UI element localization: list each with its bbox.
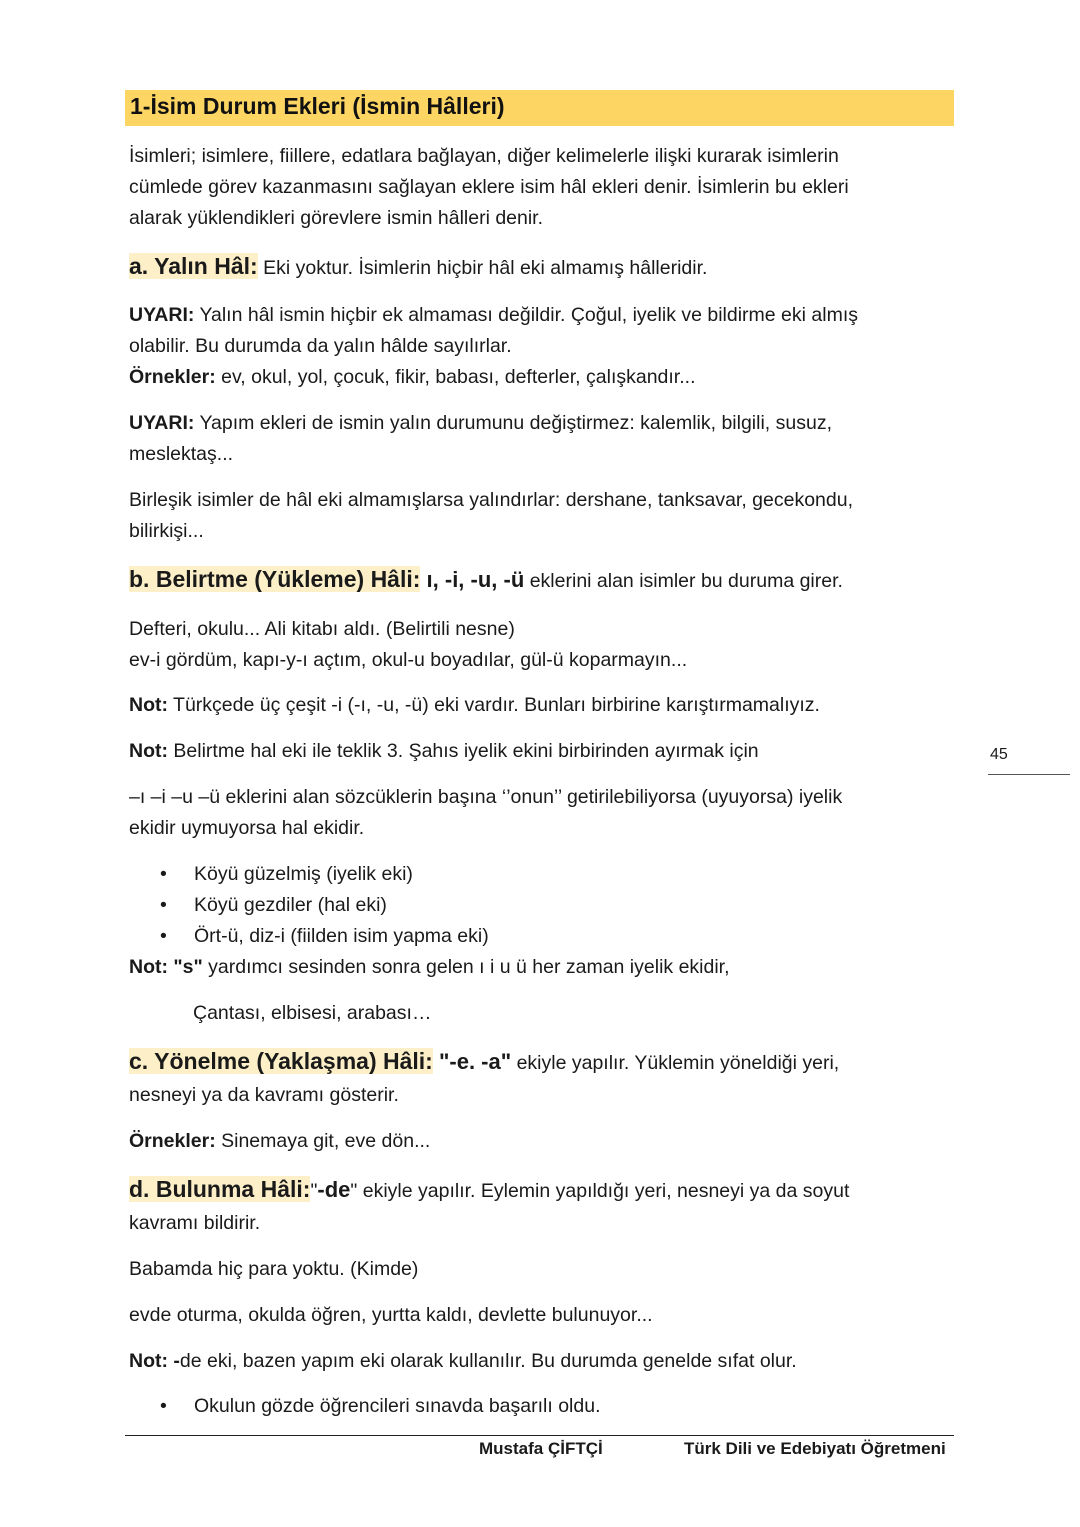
section-a: a. Yalın Hâl: Eki yoktur. İsimlerin hiçbir hâl eki almamış hâlleridir.	[129, 253, 708, 279]
warning-1: UYARI: Yalın hâl ismin hiçbir ek almaması değildir. Çoğul, iyelik ve bildirme eki almış	[129, 304, 858, 326]
intro-line-3: alarak yüklendikleri görevlere ismin hâlleri denir.	[129, 207, 544, 229]
d-example-1: Babamda hiç para yoktu. (Kimde)	[129, 1258, 419, 1280]
rule-line-1: –ı –i –u –ü eklerini alan sözcüklerin başına ‘’onun’’ getirilebiliyorsa (uyuyorsa) iyelik	[129, 786, 843, 808]
b-example-2: ev-i gördüm, kapı-y-ı açtım, okul-u boyadılar, gül-ü koparmayın...	[129, 649, 688, 671]
section-d-heading: d. Bulunma Hâli:	[129, 1176, 311, 1202]
section-b-heading: b. Belirtme (Yükleme) Hâli:	[129, 566, 421, 592]
d-example-2: evde oturma, okulda öğren, yurtta kaldı, devlette bulunuyor...	[129, 1304, 653, 1326]
list-item: • Köyü gezdiler (hal eki)	[160, 894, 387, 916]
footer-author: Mustafa ÇİFTÇİ	[479, 1439, 603, 1458]
list-item: • Okulun gözde öğrencileri sınavda başarılı oldu.	[160, 1395, 601, 1417]
note-3: Not: "s" yardımcı sesinden sonra gelen ı i u ü her zaman iyelik ekidir,	[129, 956, 730, 978]
note-1: Not: Türkçede üç çeşit -i (-ı, -u, -ü) eki vardır. Bunları birbirine karıştırmamalıyız.	[129, 694, 820, 716]
note-2: Not: Belirtme hal eki ile teklik 3. Şahıs iyelik ekini birbirinden ayırmak için	[129, 740, 759, 762]
list-item: • Köyü güzelmiş (iyelik eki)	[160, 863, 413, 885]
section-a-heading: a. Yalın Hâl:	[129, 253, 258, 279]
warning-1-cont: olabilir. Bu durumda da yalın hâlde sayılırlar.	[129, 335, 512, 357]
warning-2: UYARI: Yapım ekleri de ismin yalın durumunu değiştirmez: kalemlik, bilgili, susuz,	[129, 412, 832, 434]
b-example-1: Defteri, okulu... Ali kitabı aldı. (Belirtili nesne)	[129, 618, 515, 640]
section-c: c. Yönelme (Yaklaşma) Hâli: "-e. -a" ekiyle yapılır. Yüklemin yöneldiği yeri,	[129, 1048, 840, 1074]
section-c-heading: c. Yönelme (Yaklaşma) Hâli:	[129, 1048, 433, 1074]
footer-divider	[125, 1435, 954, 1436]
intro-line-2: cümlede görev kazanmasını sağlayan eklere isim hâl ekleri denir. İsimlerin bu ekleri	[129, 176, 849, 198]
section-d-cont: kavramı bildirir.	[129, 1212, 261, 1234]
page-number: 45	[990, 746, 1008, 763]
intro-line-1: İsimleri; isimlere, fiillere, edatlara bağlayan, diğer kelimelerle ilişki kurarak isimlerin	[129, 145, 839, 167]
section-d: d. Bulunma Hâli:"-de" ekiyle yapılır. Eylemin yapıldığı yeri, nesneyi ya da soyut	[129, 1176, 850, 1202]
list-item: • Ört-ü, diz-i (fiilden isim yapma eki)	[160, 925, 489, 947]
section-b: b. Belirtme (Yükleme) Hâli: ı, -i, -u, -ü eklerini alan isimler bu duruma girer.	[129, 566, 843, 592]
page-number-divider	[988, 774, 1070, 775]
examples-c: Örnekler: Sinemaya git, eve dön...	[129, 1130, 431, 1152]
examples-a: Örnekler: ev, okul, yol, çocuk, fikir, babası, defterler, çalışkandır...	[129, 366, 696, 388]
note-d: Not: -de eki, bazen yapım eki olarak kullanılır. Bu durumda genelde sıfat olur.	[129, 1350, 797, 1372]
compound-line-1: Birleşik isimler de hâl eki almamışlarsa yalındırlar: dershane, tanksavar, gecekondu,	[129, 489, 853, 511]
warning-2-cont: meslektaş...	[129, 443, 234, 465]
note-3-examples: Çantası, elbisesi, arabası…	[193, 1002, 432, 1024]
rule-line-2: ekidir uymuyorsa hal ekidir.	[129, 817, 365, 839]
section-c-cont: nesneyi ya da kavramı gösterir.	[129, 1084, 399, 1106]
footer-role: Türk Dili ve Edebiyatı Öğretmeni	[684, 1439, 946, 1458]
page-title: 1-İsim Durum Ekleri (İsmin Hâlleri)	[130, 93, 505, 119]
compound-line-2: bilirkişi...	[129, 520, 204, 542]
